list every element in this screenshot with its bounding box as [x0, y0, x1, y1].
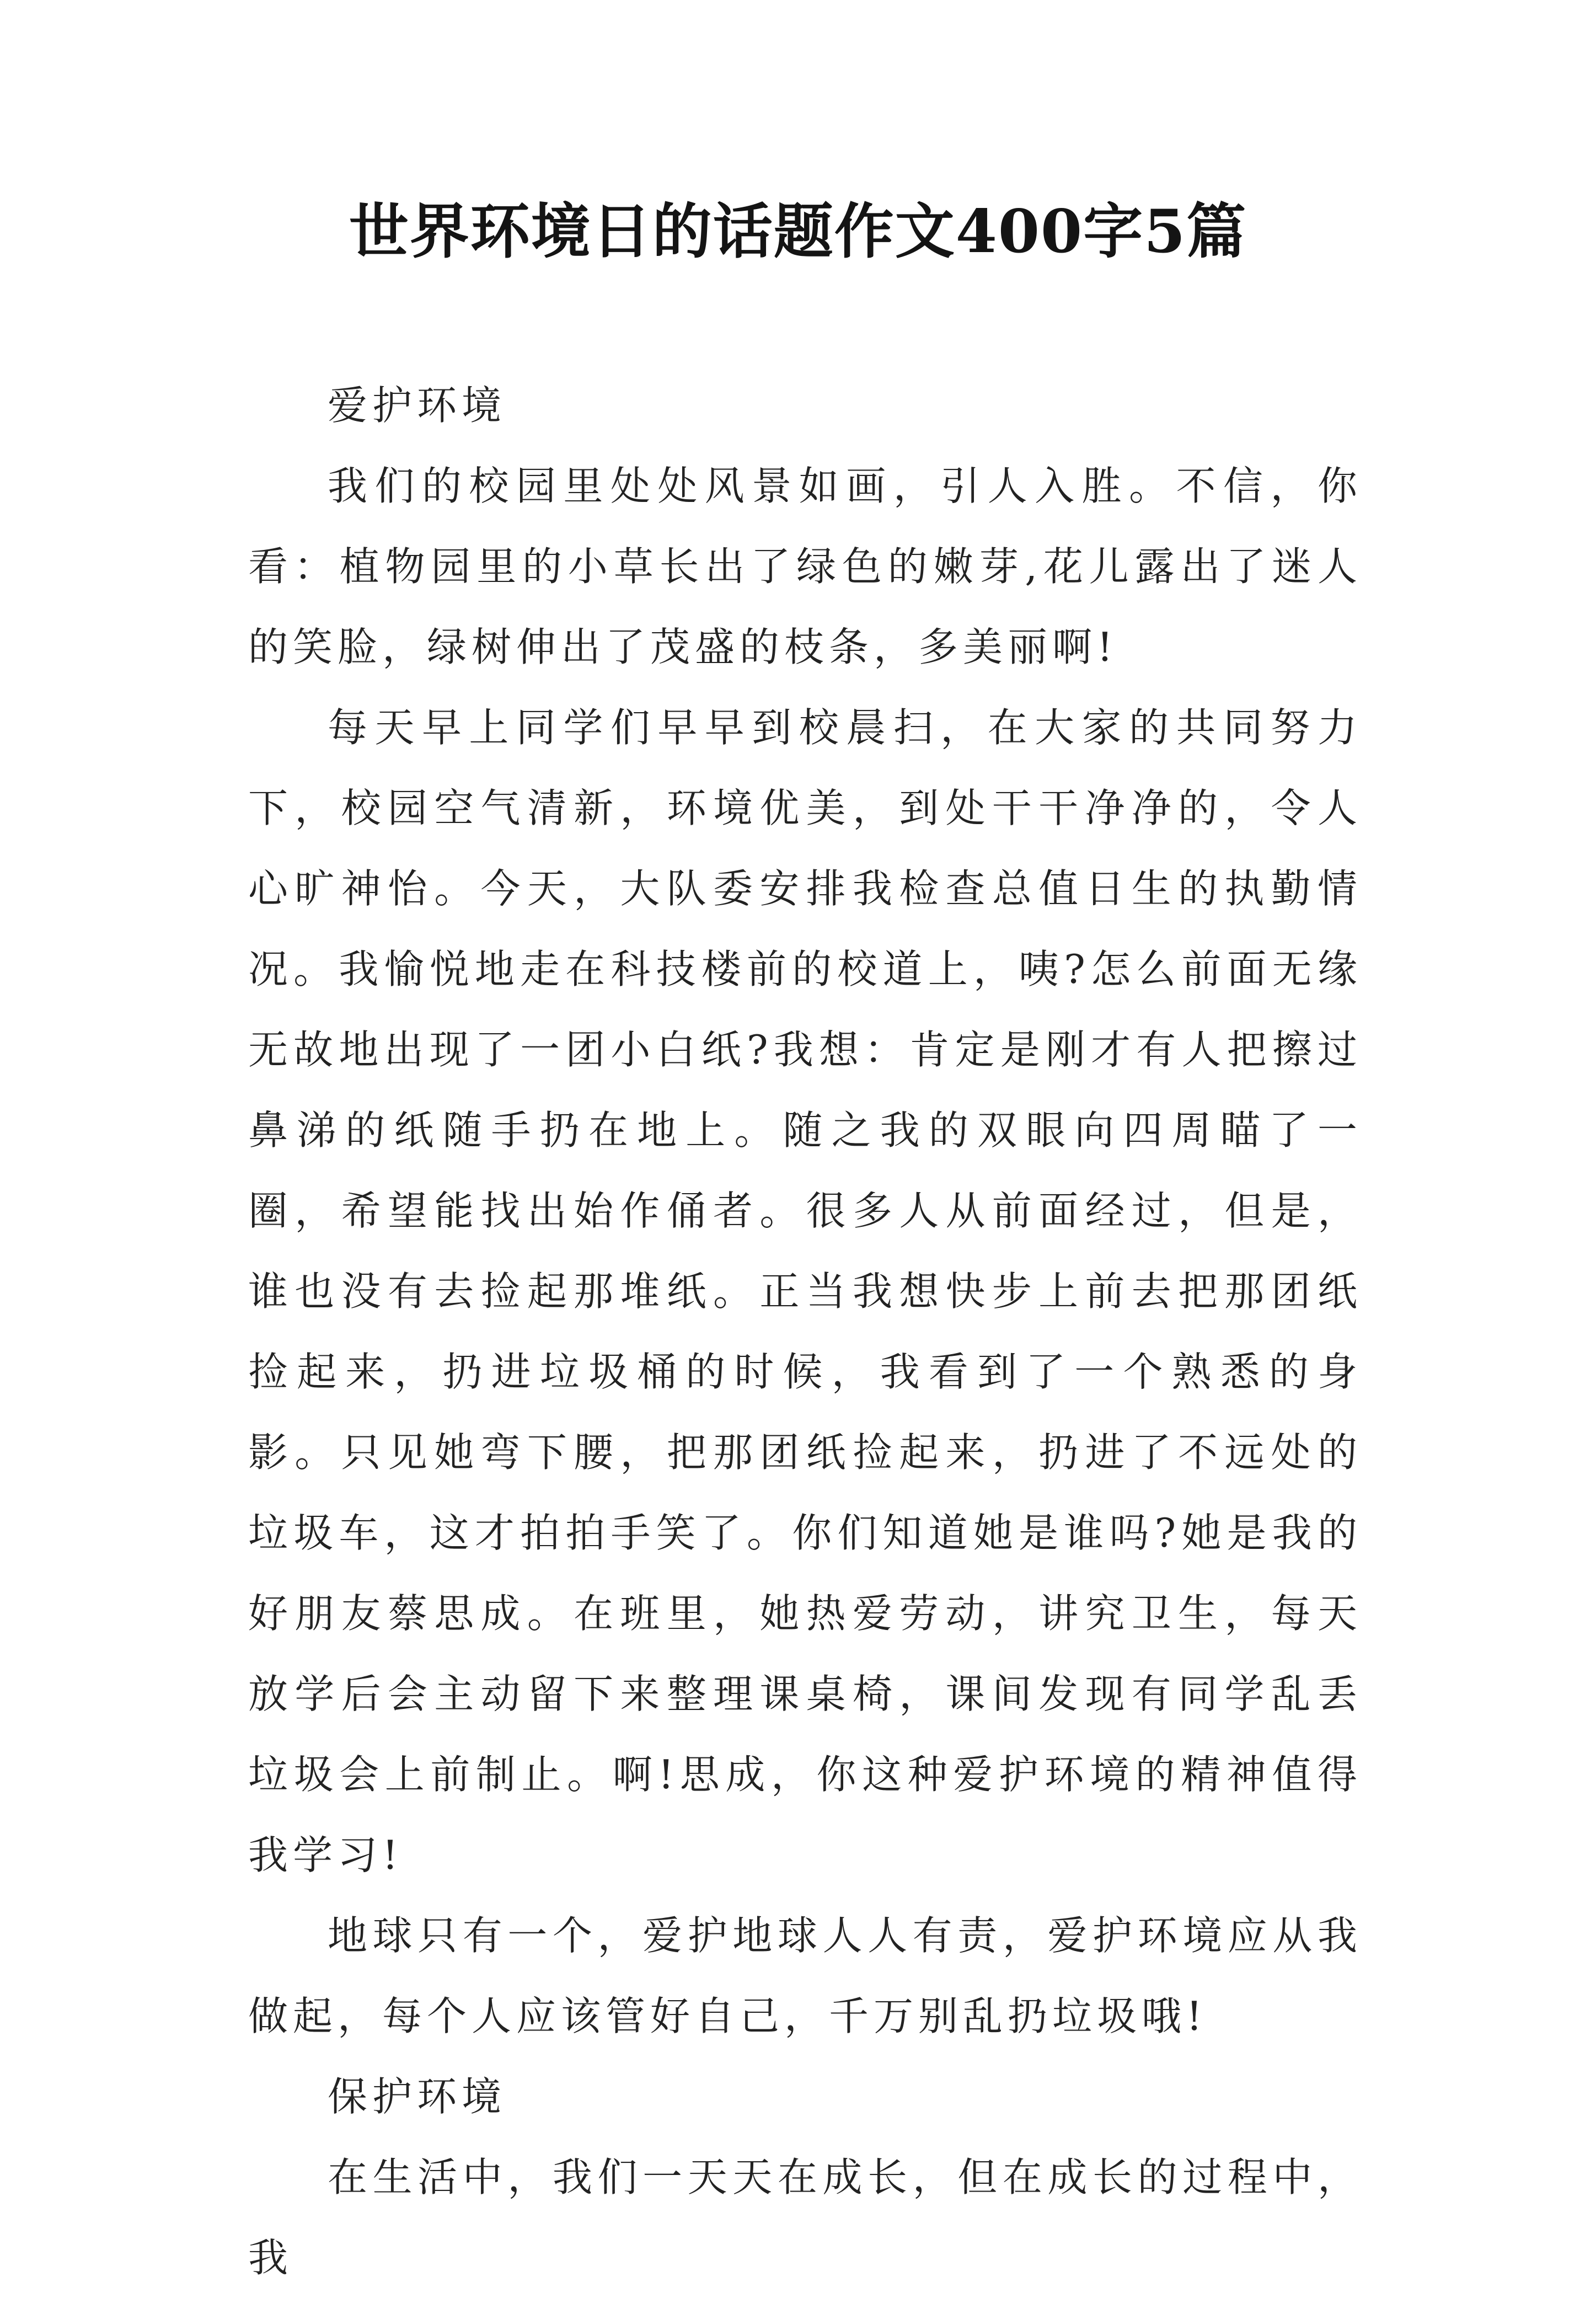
section-heading: 保护环境: [328, 2073, 507, 2120]
paragraph: 每天早上同学们早早到校晨扫，在大家的共同努力下，校园空气清新，环境优美，到处干干净净的，令人心旷神怡。今天，大队委安排我检查总值日生的执勤情况。我愉悦地走在科技楼前的校道上，咦?怎么前面无缘无故地出现了一团小白纸?我想：肯定是刚才有人把擦过鼻涕的纸随手扔在地上。随之我的双眼向四周瞄了一圈，希望能找出始作俑者。很多人从前面经过，但是，谁也没有去捡起那堆纸。正当我想快步上前去把那团纸捡起来，扔进垃圾桶的时候，我看到了一个熟悉的身影。只见她弯下腰，把那团纸捡起来，扔进了不远处的垃圾车，这才拍拍手笑了。你们知道她是谁吗?她是我的好朋友蔡思成。在班里，她热爱劳动，讲究卫生，每天放学后会主动留下来整理课桌椅，课间发现有同学乱丢垃圾会上前制止。啊!思成，你这种爱护环境的精神值得我学习!: [248, 704, 1362, 1878]
document-title: 世界环境日的话题作文400字5篇: [349, 197, 1247, 266]
section-heading: 爱护环境: [328, 382, 507, 429]
paragraph: 我们的校园里处处风景如画，引人入胜。不信，你看：植物园里的小草长出了绿色的嫩芽,花儿露出了迷人的笑脸，绿树伸出了茂盛的枝条，多美丽啊!: [248, 463, 1362, 670]
paragraph: 地球只有一个，爱护地球人人有责，爱护环境应从我做起，每个人应该管好自己，千万别乱扔垃圾哦!: [248, 1912, 1362, 2039]
paragraph: 在生活中，我们一天天在成长，但在成长的过程中，我: [248, 2154, 1362, 2281]
document-body: [248, 365, 1362, 2298]
